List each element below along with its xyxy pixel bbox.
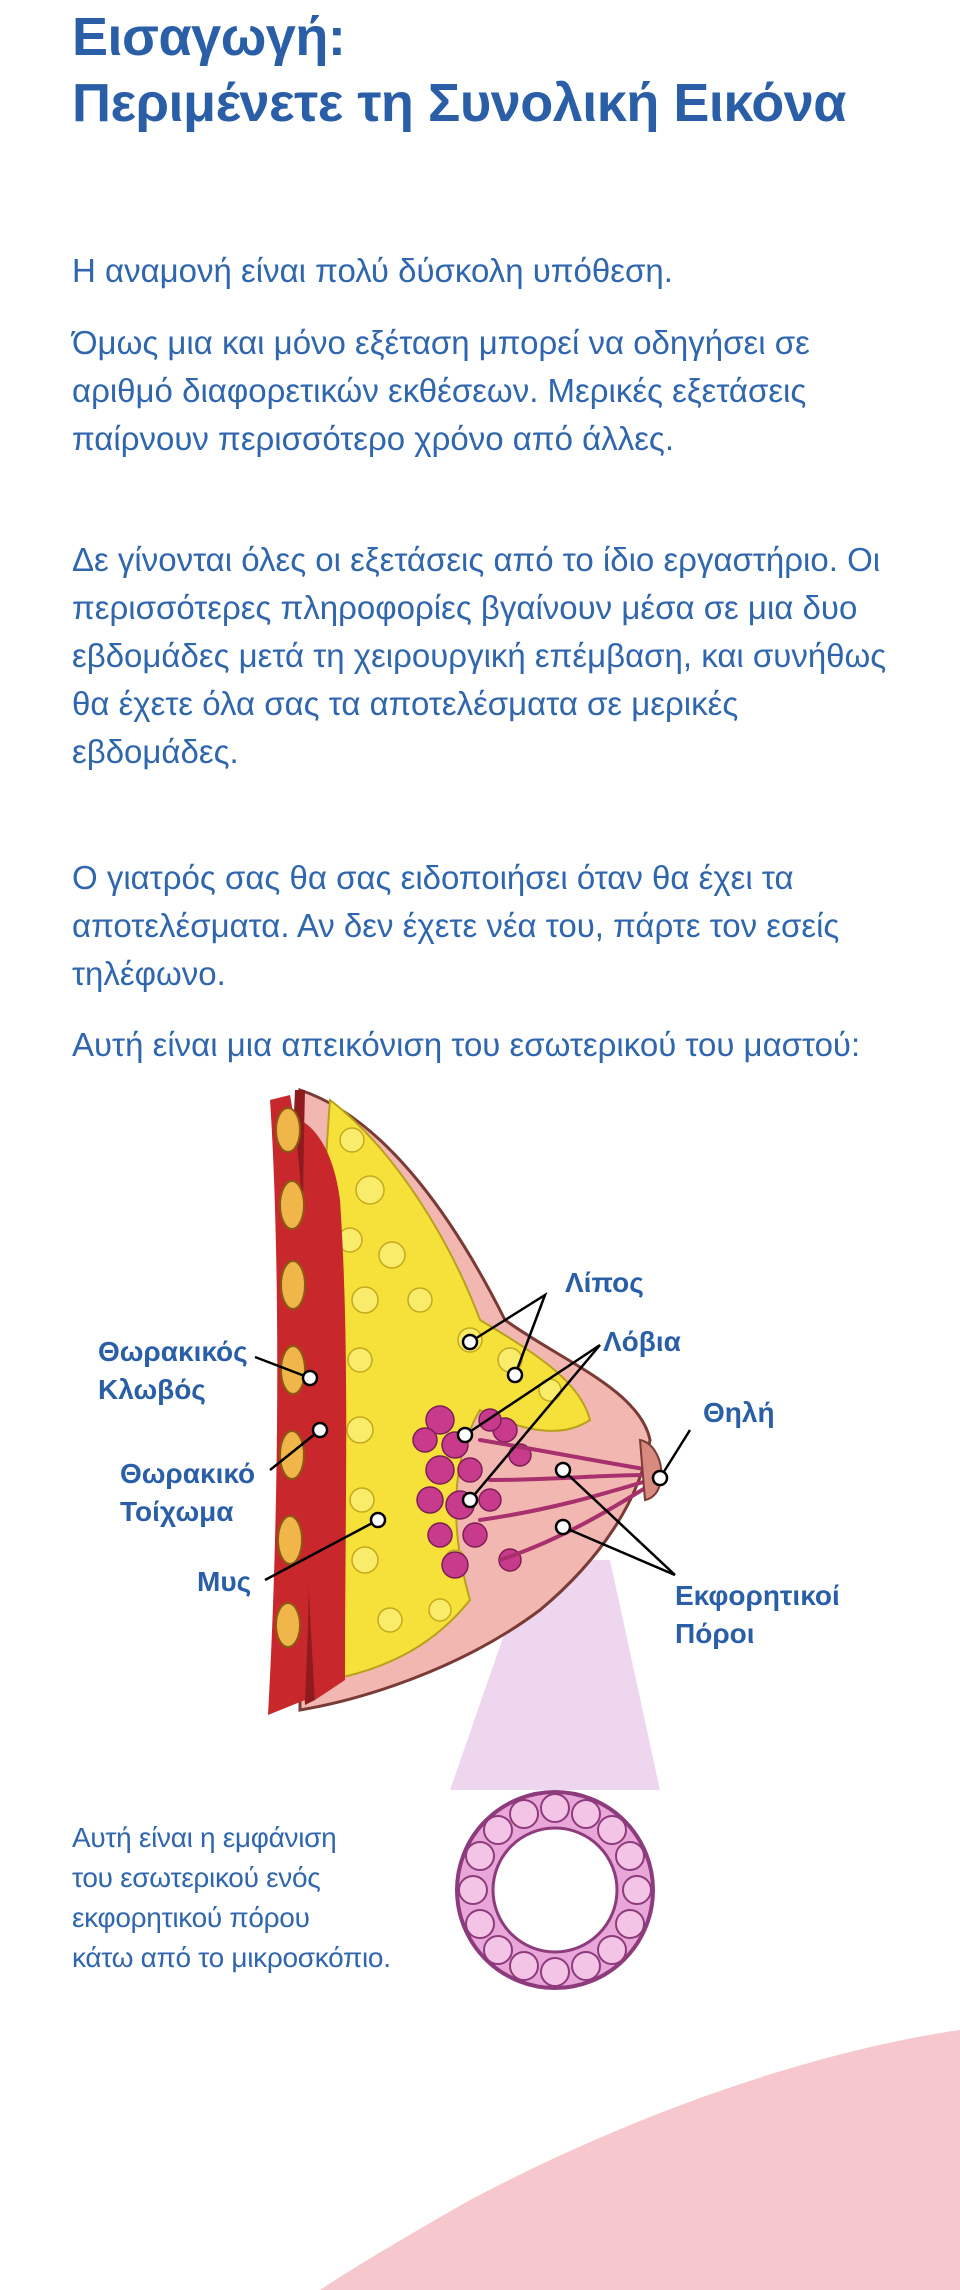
paragraph-5: Αυτή είναι μια απεικόνιση του εσωτερικού του μαστού: — [72, 1026, 861, 1063]
label-fat: Λίπος — [565, 1267, 644, 1298]
page-title-line2: Περιμένετε τη Συνολική Εικόνα — [72, 73, 846, 133]
paragraph-3: Δε γίνονται όλες οι εξετάσεις από το ίδιο εργαστήριο. Οι περισσότερες πληροφορίες βγαίνουν μέσα σε μια δυο εβδομάδες μετά τη χειρουργική επέμβαση, και συνήθως θα έχετε όλα σας τα αποτελέσματα σε μερικές εβδομάδες. — [72, 541, 887, 770]
label-ducts: Εκφορητικοί Πόροι — [675, 1580, 840, 1649]
duct-cross-section — [457, 1792, 653, 1988]
page-title-line1: Εισαγωγή: — [72, 7, 346, 67]
microscope-caption: Αυτή είναι η εμφάνιση του εσωτερικού ενός εκφορητικού πόρου κάτω από το μικροσκόπιο. — [72, 1822, 391, 1973]
paragraph-1: Η αναμονή είναι πολύ δύσκολη υπόθεση. — [72, 252, 673, 289]
paragraph-4: Ο γιατρός σας θα σας ειδοποιήσει όταν θα έχει τα αποτελέσματα. Αν δεν έχετε νέα του, πάρτε τον εσείς τηλέφωνο. — [72, 859, 840, 992]
label-muscle: Μυς — [197, 1566, 252, 1597]
label-chest-wall: Θωρακικό Τοίχωμα — [120, 1458, 256, 1527]
paragraph-2: Όμως μια και μόνο εξέταση μπορεί να οδηγήσει σε αριθμό διαφορετικών εκθέσεων. Μερικές εξετάσεις παίρνουν περισσότερο χρόνο από άλλες. — [72, 324, 810, 457]
label-lobules: Λόβια — [603, 1326, 681, 1357]
label-nipple: Θηλή — [703, 1397, 775, 1428]
corner-wave-shape — [320, 2030, 960, 2290]
label-ribcage: Θωρακικός Κλωβός — [98, 1336, 248, 1405]
